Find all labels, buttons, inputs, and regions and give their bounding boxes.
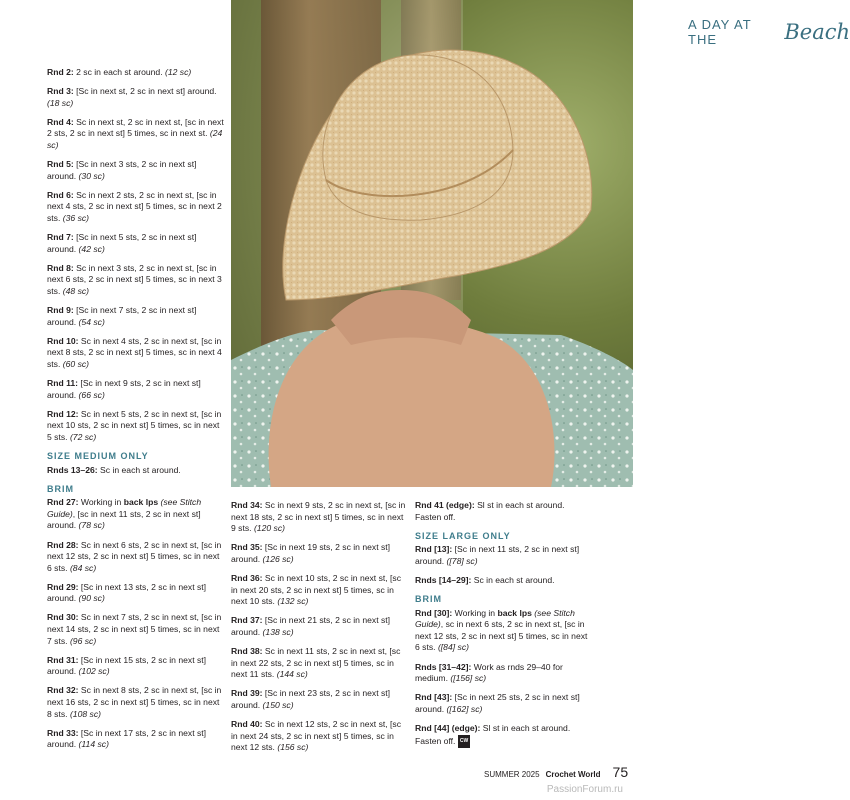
- round-text: [Sc in next st, 2 sc in next st] around.: [73, 86, 217, 97]
- rnd-43-large: [415, 692, 593, 715]
- stitch-guide-ref: (see Stitch Guide): [415, 607, 575, 630]
- round-label: Rnd 6:: [47, 189, 74, 200]
- back-lps-term: back lps: [497, 607, 532, 618]
- round-label: Rnd 35:: [231, 542, 263, 553]
- stitch-count: (138 sc): [262, 626, 294, 637]
- round-text: Sc in next 8 sts, 2 sc in next st, [sc in next 16 sts, 2 sc in next st] 5 times, sc in next 8 sts.: [47, 685, 222, 719]
- hat-photo: [231, 0, 850, 487]
- round-text: , [sc in next 11 sts, 2 sc in next st] around.: [47, 508, 201, 531]
- round-label: Rnd 37:: [231, 615, 263, 626]
- round-text: [Sc in next 23 sts, 2 sc in next st] around.: [231, 688, 391, 710]
- round-label: Rnd 11:: [47, 377, 79, 388]
- stitch-count: (150 sc): [262, 699, 294, 710]
- pattern-column-1: [47, 67, 225, 758]
- round-label: Rnd 4:: [47, 116, 74, 127]
- round-text: Sc in next 2 sts, 2 sc in next st, [sc in next 4 sts, 2 sc in next st] 5 times, sc in next 2 sts.: [47, 189, 222, 223]
- round-label: Rnd 34:: [231, 500, 263, 510]
- end-mark-icon: CW: [458, 735, 470, 749]
- round-entry: [47, 685, 225, 720]
- round-label: Rnd 29:: [47, 581, 79, 592]
- round-entry: [231, 615, 409, 638]
- round-label: Rnd 27:: [47, 497, 79, 508]
- round-entry: [47, 159, 225, 182]
- round-text: [Sc in next 15 sts, 2 sc in next st] around.: [47, 654, 207, 677]
- round-text: [Sc in next 3 sts, 2 sc in next st] around.: [47, 159, 197, 181]
- rnd-30-large: [415, 608, 593, 654]
- stitch-count: (72 sc): [69, 431, 97, 442]
- stitch-count: (114 sc): [78, 739, 109, 750]
- back-lps-term: back lps: [123, 497, 159, 508]
- round-label: Rnd 3:: [47, 86, 74, 97]
- round-text: [Sc in next 21 sts, 2 sc in next st] around.: [231, 615, 391, 637]
- brim-heading-large: BRIM: [415, 594, 442, 605]
- stitch-count: (18 sc): [47, 97, 74, 108]
- stitch-count: (54 sc): [78, 316, 105, 327]
- stitch-count: (120 sc): [253, 523, 285, 534]
- round-label: Rnd 31:: [47, 654, 79, 665]
- round-label: Rnd 7:: [47, 232, 74, 243]
- round-pre: Working in: [452, 607, 498, 618]
- round-label: Rnds 13–26:: [47, 464, 98, 475]
- round-text: Sc in next 3 sts, 2 sc in next st, [sc in next 6 sts, 2 sc in next st] 5 times, sc in next 3 sts.: [47, 262, 222, 296]
- pattern-column-2: [231, 500, 409, 761]
- brim-heading: BRIM: [47, 483, 74, 494]
- pattern-column-3: [415, 500, 593, 756]
- banner-script: Beach: [784, 20, 850, 44]
- round-label: Rnd 12:: [47, 408, 79, 419]
- stitch-count: (156 sc): [277, 742, 309, 753]
- round-text: Sc in next 5 sts, 2 sc in next st, [sc in next 10 sts, 2 sc in next st] 5 times, sc in next 5 sts.: [47, 408, 222, 442]
- round-label: Rnd 9:: [47, 305, 74, 315]
- round-text: [Sc in next 5 sts, 2 sc in next st] around.: [47, 232, 197, 254]
- stitch-count: (90 sc): [78, 593, 105, 604]
- size-large-heading: SIZE LARGE ONLY: [415, 530, 511, 541]
- round-text: Sc in next st, 2 sc in next st, [sc in next 2 sts, 2 sc in next st] 5 times, sc in next st.: [47, 116, 224, 139]
- page-number: 75: [612, 764, 629, 780]
- stitch-guide-ref: (see Stitch Guide): [47, 497, 202, 519]
- round-entry: [231, 542, 409, 565]
- stitch-count: (132 sc): [277, 596, 309, 607]
- round-text: Sc in next 9 sts, 2 sc in next st, [sc in next 18 sts, 2 sc in next st] 5 times, sc in next 9 sts.: [231, 500, 406, 534]
- round-label: Rnd 10:: [47, 335, 79, 346]
- round-entry: [47, 582, 225, 605]
- section-banner: [682, 18, 850, 46]
- round-entry: [47, 409, 225, 444]
- round-label: Rnd 32:: [47, 685, 79, 696]
- stitch-count: (36 sc): [62, 212, 90, 223]
- round-text: [Sc in next 9 sts, 2 sc in next st] around.: [47, 377, 201, 400]
- round-entry: [47, 232, 225, 255]
- round-text: Sc in next 4 sts, 2 sc in next st, [sc in next 8 sts, 2 sc in next st] 5 times, sc in next 4 sts.: [47, 335, 222, 369]
- round-label: Rnd [43]:: [415, 692, 453, 703]
- round-label: Rnd 41 (edge):: [415, 500, 475, 510]
- stitch-count: (108 sc): [69, 708, 101, 719]
- rnd-13-large: [415, 544, 593, 567]
- stitch-count: ([156] sc): [450, 673, 487, 684]
- round-entry: [231, 688, 409, 711]
- round-text: , sc in next 6 sts, 2 sc in next st, [sc in next 12 sts, 2 sc in next st] 5 times, sc in next 6 sts.: [415, 619, 588, 653]
- round-label: Rnd 36:: [231, 572, 263, 583]
- round-text: 2 sc in each st around.: [73, 67, 165, 77]
- round-label: Rnds [31–42]:: [415, 661, 472, 672]
- stitch-count: ([84] sc): [437, 642, 469, 653]
- stitch-count: (42 sc): [78, 243, 105, 254]
- round-label: Rnd 28:: [47, 539, 79, 550]
- banner-prefix: A DAY AT THE: [688, 17, 752, 47]
- round-text: [Sc in next 25 sts, 2 sc in next st] around.: [415, 692, 580, 714]
- round-text: Sc in next 6 sts, 2 sc in next st, [sc in next 12 sts, 2 sc in next st] 5 times, sc in next 6 sts.: [47, 539, 222, 573]
- round-label: Rnd 39:: [231, 688, 263, 699]
- round-text: Sc in next 11 sts, 2 sc in next st, [sc in next 22 sts, 2 sc in next st] 5 times, sc in next 11 sts.: [231, 645, 401, 680]
- watermark: PassionForum.ru: [546, 784, 623, 795]
- round-entry: [47, 67, 225, 79]
- round-text: [Sc in next 19 sts, 2 sc in next st] around.: [231, 542, 391, 564]
- round-entry: [47, 305, 225, 328]
- round-entry: [47, 336, 225, 371]
- round-text: [Sc in next 13 sts, 2 sc in next st] around.: [47, 581, 207, 604]
- round-text: Work as rnds 29–40 for medium.: [415, 661, 563, 684]
- round-entry: [47, 190, 225, 225]
- round-text: Sc in each st around.: [97, 464, 181, 475]
- stitch-count: ([78] sc): [446, 555, 478, 566]
- round-text: [Sc in next 7 sts, 2 sc in next st] around.: [47, 305, 197, 327]
- round-label: Rnd 2:: [47, 67, 74, 77]
- round-entry: [47, 86, 225, 109]
- stitch-count: (60 sc): [62, 358, 90, 369]
- round-text: Sc in next 12 sts, 2 sc in next st, [sc in next 24 sts, 2 sc in next st] 5 times, sc in next 12 sts.: [231, 718, 402, 753]
- rnd-41-edge: [415, 500, 593, 523]
- stitch-count: (30 sc): [78, 170, 105, 181]
- round-label: Rnds [14–29]:: [415, 574, 472, 585]
- round-entry: [47, 497, 225, 532]
- round-label: Rnd 38:: [231, 645, 263, 656]
- round-text: Sl st in each st around. Fasten off.: [415, 500, 565, 522]
- stitch-count: (12 sc): [164, 67, 192, 77]
- round-entry: [231, 719, 409, 754]
- stitch-count: (24 sc): [47, 128, 223, 150]
- round-text: Sc in next 7 sts, 2 sc in next st, [sc in next 14 sts, 2 sc in next st] 5 times, sc in next 7 sts.: [47, 612, 222, 646]
- round-entry: [231, 500, 409, 535]
- round-text: Sl st in each st around. Fasten off.: [415, 722, 571, 746]
- stitch-count: (102 sc): [78, 666, 110, 677]
- round-entry: [47, 655, 225, 678]
- round-label: Rnd 30:: [47, 612, 79, 623]
- rounds-list: [47, 67, 225, 443]
- round-text: Sc in each st around.: [471, 574, 555, 585]
- round-label: Rnd 33:: [47, 727, 79, 738]
- round-entry: [47, 117, 225, 152]
- round-text: Sc in next 10 sts, 2 sc in next st, [sc in next 20 sts, 2 sc in next st] 5 times, sc in next 10 sts.: [231, 572, 402, 607]
- page-footer: [484, 764, 628, 780]
- round-label: Rnd 5:: [47, 159, 74, 170]
- rnds-13-26: [47, 465, 225, 477]
- round-entry: [231, 573, 409, 608]
- rnds-31-42-large: [415, 662, 593, 685]
- stitch-count: (96 sc): [69, 635, 97, 646]
- round-label: Rnd [30]:: [415, 607, 453, 618]
- stitch-count: (126 sc): [262, 553, 294, 564]
- magazine-name: Crochet World: [545, 770, 601, 779]
- round-entry: [231, 646, 409, 681]
- rnds-14-29-large: [415, 575, 593, 587]
- woman-with-hat-illustration: [231, 0, 633, 487]
- round-label: Rnd [13]:: [415, 544, 453, 555]
- round-entry: [47, 612, 225, 647]
- round-pre: Working in: [78, 497, 124, 508]
- round-text: [Sc in next 11 sts, 2 sc in next st] around.: [415, 544, 580, 566]
- round-label: Rnd [44] (edge):: [415, 722, 481, 733]
- round-entry: [47, 263, 225, 298]
- round-text: [Sc in next 17 sts, 2 sc in next st] around.: [47, 727, 207, 750]
- stitch-count: (48 sc): [62, 285, 90, 296]
- round-label: Rnd 8:: [47, 262, 74, 273]
- brim-rounds-list: [47, 497, 225, 751]
- stitch-count: (84 sc): [69, 562, 97, 573]
- round-entry: [47, 728, 225, 751]
- round-entry: [47, 540, 225, 575]
- round-label: Rnd 40:: [231, 718, 263, 729]
- rounds-list: [231, 500, 409, 754]
- size-medium-heading: SIZE MEDIUM ONLY: [47, 450, 149, 461]
- stitch-count: ([162] sc): [446, 703, 483, 714]
- stitch-count: (66 sc): [78, 389, 105, 400]
- issue-label: SUMMER 2025: [484, 770, 540, 779]
- rnd-44-edge-large: [415, 723, 593, 748]
- stitch-count: (78 sc): [78, 520, 105, 531]
- round-entry: [47, 378, 225, 401]
- stitch-count: (144 sc): [276, 669, 308, 680]
